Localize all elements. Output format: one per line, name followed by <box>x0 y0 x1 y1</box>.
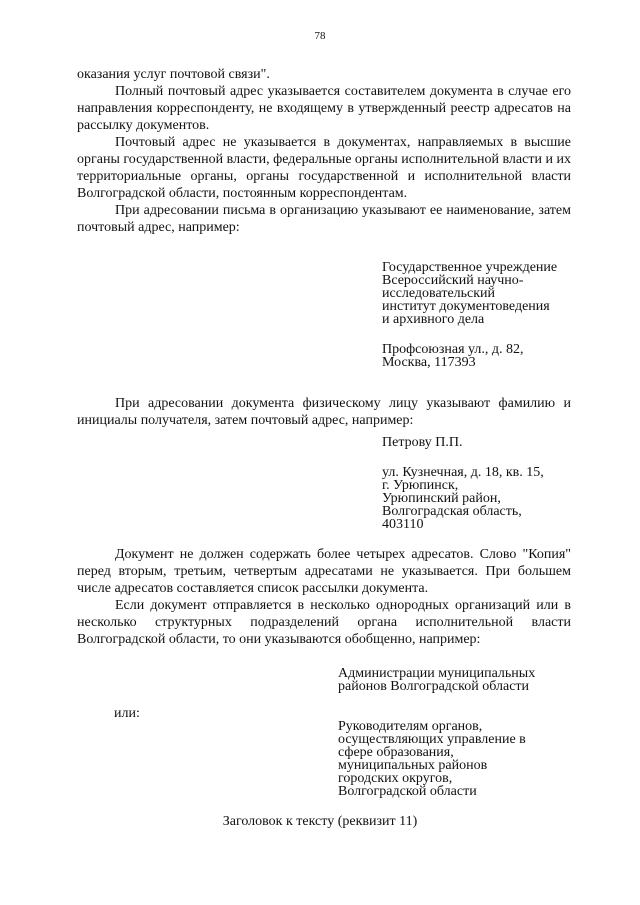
address-line: Волгоградская область, <box>382 504 522 519</box>
address-line: исследовательский <box>382 286 496 301</box>
paragraph-no-address: Почтовый адрес не указывается в документах, направляемых в высшие органы государственной власти, федеральные органы исполнительной власти и их территориальные органы, органы государственной и исполнительной власти Волгоградской области, постоянным корреспондентам. <box>77 135 571 201</box>
address-line: 403110 <box>382 517 424 532</box>
address-line: Всероссийский научно- <box>382 273 524 288</box>
address-line: Администрации муниципальных <box>338 666 536 681</box>
address-line: и архивного дела <box>382 312 485 327</box>
address-example-generalized <box>338 667 535 693</box>
address-line: Государственное учреждение <box>382 260 558 275</box>
paragraph-addressee-limit: Документ не должен содержать более четырех адресатов. Слово "Копия" перед вторым, третьим, четвертым адресатами не указывается. При большем числе адресатов составляется список рассылки документа. <box>77 547 571 596</box>
address-line: г. Урюпинск, <box>382 478 459 493</box>
address-example-heads <box>338 720 526 798</box>
address-line: Волгоградской области <box>338 784 477 799</box>
body-text-person <box>77 395 571 429</box>
address-example-organization <box>382 261 557 369</box>
address-line: Руководителям органов, <box>338 719 483 734</box>
body-text-top <box>77 66 571 236</box>
paragraph-full-address: Полный почтовый адрес указывается составителем документа в случае его направления корреспонденту, не входящему в утвержденный реестр адресатов на рассылку документов. <box>77 84 571 133</box>
address-line: Профсоюзная ул., д. 82, <box>382 342 524 357</box>
address-line: сфере образования, <box>338 745 454 760</box>
address-line: районов Волгоградской области <box>338 679 530 694</box>
address-line: осуществляющих управление в <box>338 732 526 747</box>
address-line: ул. Кузнечная, д. 18, кв. 15, <box>382 465 544 480</box>
paragraph-continuation: оказания услуг почтовой связи". <box>77 67 270 82</box>
or-label: или: <box>114 706 140 721</box>
recipient-name: Петрову П.П. <box>382 435 463 450</box>
page-number: 78 <box>314 30 326 42</box>
paragraph-generalized: Если документ отправляется в несколько однородных организаций или в несколько структурных подразделений органа исполнительной власти Волгоградской области, то они указываются обобщенно, например: <box>77 598 571 647</box>
address-line: муниципальных районов <box>338 758 488 773</box>
address-example-person <box>382 436 544 531</box>
section-caption: Заголовок к тексту (реквизит 11) <box>222 814 418 829</box>
paragraph-organization: При адресовании письма в организацию указывают ее наименование, затем почтовый адрес, например: <box>77 203 571 235</box>
address-line: Москва, 117393 <box>382 355 476 370</box>
address-line: институт документоведения <box>382 299 550 314</box>
paragraph-person: При адресовании документа физическому лицу указывают фамилию и инициалы получателя, затем почтовый адрес, например: <box>77 396 571 428</box>
body-text-bottom <box>77 546 571 648</box>
address-line: городских округов, <box>338 771 453 786</box>
address-line: Урюпинский район, <box>382 491 501 506</box>
